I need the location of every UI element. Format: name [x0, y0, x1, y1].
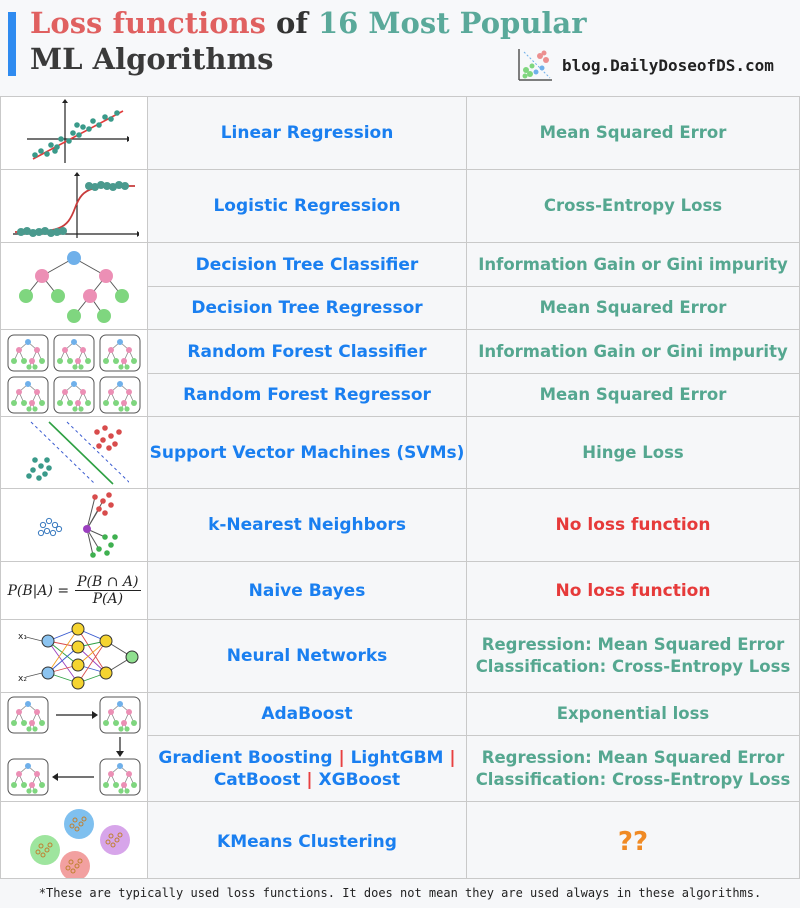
loss-function: Mean Squared Error: [467, 374, 800, 417]
linear-regression-icon-cell: [1, 97, 148, 170]
loss-function: ??: [467, 802, 800, 882]
xgboost-label: XGBoost: [312, 769, 401, 790]
algorithm-name: Logistic Regression: [148, 170, 467, 243]
random-forest-icon-cell: [1, 330, 148, 417]
footnote: *These are typically used loss functions. It does not mean they are used always in these algorithms.: [0, 878, 800, 908]
random-forest-icon: [4, 331, 144, 415]
loss-function: Information Gain or Gini impurity: [467, 243, 800, 287]
algorithm-name: AdaBoost: [148, 693, 467, 736]
formula-lhs: P(B|A) =: [7, 582, 70, 599]
title-loss-functions: Loss functions: [30, 6, 266, 40]
algorithm-name: Linear Regression: [148, 97, 467, 170]
table-row: [1, 417, 800, 489]
algo-line: [148, 769, 466, 791]
loss-function: Exponential loss: [467, 693, 800, 736]
bayes-formula: [1, 574, 147, 607]
logistic-regression-icon-cell: [1, 170, 148, 243]
kmeans-clusters-icon: [9, 804, 139, 880]
svm-margin-icon: [19, 420, 129, 486]
table-row: [1, 330, 800, 374]
loss-function: Information Gain or Gini impurity: [467, 330, 800, 374]
loss-line: Regression: Mean Squared Error: [481, 747, 785, 767]
header: [0, 0, 800, 96]
table-row: [1, 802, 800, 882]
title-most-popular: 16 Most Popular: [317, 6, 587, 40]
algorithm-name: Neural Networks: [148, 620, 467, 693]
table-row: [1, 693, 800, 736]
algorithm-table: [0, 96, 800, 882]
formula-denominator: P(A): [92, 591, 124, 607]
loss-function: [467, 620, 800, 693]
loss-function: [467, 736, 800, 802]
separator: |: [338, 747, 345, 768]
decision-tree-icon-cell: [1, 243, 148, 330]
separator: |: [449, 747, 456, 768]
table-row: [1, 243, 800, 287]
table-row: [1, 170, 800, 243]
loss-function: Hinge Loss: [467, 417, 800, 489]
logistic-curve-icon: [9, 172, 139, 240]
brand: [516, 46, 774, 84]
svm-icon-cell: [1, 417, 148, 489]
gradient-boosting-label: Gradient Boosting: [158, 747, 339, 768]
table-row: [1, 97, 800, 170]
algorithm-name: Random Forest Classifier: [148, 330, 467, 374]
table-row: [1, 620, 800, 693]
algorithm-name: KMeans Clustering: [148, 802, 467, 882]
algo-line: [148, 747, 466, 769]
catboost-label: CatBoost: [213, 769, 307, 790]
algorithm-name: k-Nearest Neighbors: [148, 489, 467, 562]
algorithm-name: Decision Tree Classifier: [148, 243, 467, 287]
loss-function: Mean Squared Error: [467, 287, 800, 330]
formula-numerator: P(B ∩ A): [77, 574, 139, 590]
lightgbm-label: LightGBM: [344, 747, 450, 768]
knn-icon-cell: [1, 489, 148, 562]
loss-function: Cross-Entropy Loss: [467, 170, 800, 243]
brand-url: blog.DailyDoseofDS.com: [562, 55, 774, 75]
formula-fraction: [75, 574, 140, 607]
loss-function: Mean Squared Error: [467, 97, 800, 170]
knn-neighbors-icon: [19, 491, 129, 559]
separator: |: [306, 769, 313, 790]
loss-line: Classification: Cross-Entropy Loss: [475, 657, 791, 676]
neural-network-icon-cell: [1, 620, 148, 693]
loss-function: No loss function: [467, 562, 800, 620]
boosting-sequence-icon: [4, 695, 144, 799]
naive-bayes-formula-cell: [1, 562, 148, 620]
kmeans-icon-cell: [1, 802, 148, 882]
algorithm-name: Naive Bayes: [148, 562, 467, 620]
brand-logo-icon: [516, 46, 554, 84]
neural-network-icon: [4, 621, 144, 691]
input-x2-label: x₂: [18, 674, 27, 684]
table-row: [1, 489, 800, 562]
loss-line: Regression: Mean Squared Error: [481, 635, 785, 654]
input-x1-label: x₁: [18, 632, 27, 642]
algorithm-name: [148, 736, 467, 802]
page-subtitle: ML Algorithms: [30, 42, 274, 76]
algorithm-name: Decision Tree Regressor: [148, 287, 467, 330]
loss-line: Classification: Cross-Entropy Loss: [475, 769, 791, 789]
title-of: of: [265, 6, 318, 40]
decision-tree-icon: [14, 246, 134, 326]
algorithm-name: Random Forest Regressor: [148, 374, 467, 417]
linear-regression-plot-icon: [19, 99, 129, 167]
algorithm-name: Support Vector Machines (SVMs): [148, 417, 467, 489]
accent-bar: [8, 12, 16, 76]
boosting-icon-cell: [1, 693, 148, 802]
table-row: [1, 562, 800, 620]
loss-function: No loss function: [467, 489, 800, 562]
page-title: [30, 6, 587, 40]
